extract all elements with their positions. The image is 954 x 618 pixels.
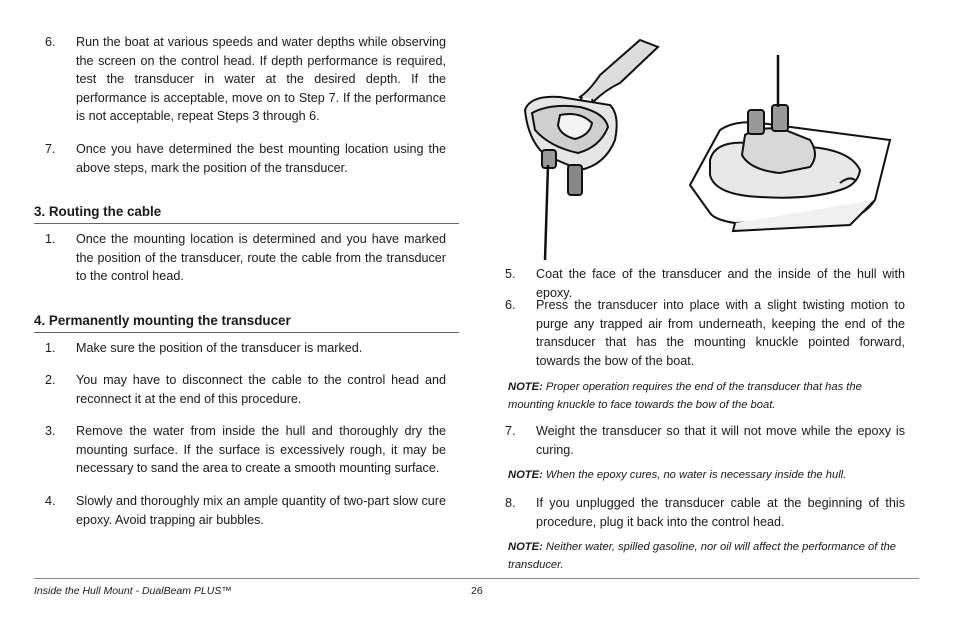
step-number: 6. — [505, 298, 516, 312]
step-number: 6. — [45, 35, 56, 49]
step-text: Once the mounting location is determined and you have marked the position of the transducer, route the cable from the transducer to the control head. — [76, 232, 446, 284]
step-number: 5. — [505, 267, 516, 281]
right-step-7-item — [505, 422, 905, 462]
hull-mounted-transducer-drawing — [690, 55, 890, 231]
mount-step-2-item — [45, 371, 446, 411]
mount-step-3-item — [45, 422, 446, 480]
note-label: NOTE: — [508, 381, 543, 393]
footer-divider — [34, 578, 919, 579]
section-heading-routing-cable: 3. Routing the cable — [34, 204, 162, 219]
step-6-item — [45, 33, 446, 128]
right-step-8-item — [505, 494, 905, 534]
right-step-6-item — [505, 296, 905, 372]
routing-step-1-item — [45, 230, 446, 288]
mount-step-1-item — [45, 339, 446, 359]
section-divider — [34, 332, 459, 333]
step-number: 2. — [45, 373, 56, 387]
step-number: 7. — [45, 142, 56, 156]
note-knuckle-orientation — [508, 379, 906, 414]
step-number: 4. — [45, 494, 56, 508]
note-epoxy-cures — [508, 467, 906, 485]
note-text: When the epoxy cures, no water is necessary inside the hull. — [545, 469, 847, 481]
note-fluids — [508, 539, 906, 574]
note-text: Proper operation requires the end of the transducer that has the mounting knuckle to face towards the bow of the boat. — [508, 381, 862, 411]
step-text: Run the boat at various speeds and water depths while observing the screen on the control head. If depth performance is required, test the transducer in water at the desired depth. If the performance is acceptable, move on to Step 7. If the performance is not acceptable, repeat Steps 3 through 6. — [76, 35, 446, 124]
step-7-item — [45, 140, 446, 180]
note-label: NOTE: — [508, 541, 543, 553]
step-text: Press the transducer into place with a slight twisting motion to purge any trapped air from underneath, keeping the end of the transducer that has the mounting knuckle pointed forward, towards the bow of the boat. — [536, 298, 905, 368]
right-step-5-item — [505, 265, 905, 300]
section-divider — [34, 223, 459, 224]
step-text: Once you have determined the best mounting location using the above steps, mark the position of the transducer. — [76, 142, 446, 175]
mount-step-4-item — [45, 492, 446, 532]
step-number: 8. — [505, 496, 516, 510]
step-number: 7. — [505, 424, 516, 438]
section-heading-permanent-mount: 4. Permanently mounting the transducer — [34, 313, 291, 328]
epoxy-applicator-drawing — [525, 40, 658, 260]
transducer-epoxy-illustration — [520, 35, 900, 265]
step-text: Slowly and thoroughly mix an ample quantity of two-part slow cure epoxy. Avoid trapping air bubbles. — [76, 494, 446, 527]
note-label: NOTE: — [508, 469, 543, 481]
step-text: Weight the transducer so that it will not move while the epoxy is curing. — [536, 424, 905, 457]
step-text: Coat the face of the transducer and the inside of the hull with epoxy. — [536, 267, 905, 300]
step-text: If you unplugged the transducer cable at the beginning of this procedure, plug it back into the control head. — [536, 496, 905, 529]
step-text: You may have to disconnect the cable to the control head and reconnect it at the end of this procedure. — [76, 373, 446, 406]
step-text: Remove the water from inside the hull and thoroughly dry the mounting surface. If the surface is excessively rough, it may be necessary to sand the area to create a smooth mounting surface. — [76, 424, 446, 476]
footer-title: Inside the Hull Mount - DualBeam PLUS™ — [34, 585, 232, 597]
step-number: 1. — [45, 341, 56, 355]
note-text: Neither water, spilled gasoline, nor oil will affect the performance of the transducer. — [508, 541, 897, 571]
step-text: Make sure the position of the transducer is marked. — [76, 341, 363, 355]
step-number: 3. — [45, 424, 56, 438]
page-number: 26 — [471, 585, 483, 597]
step-number: 1. — [45, 232, 56, 246]
